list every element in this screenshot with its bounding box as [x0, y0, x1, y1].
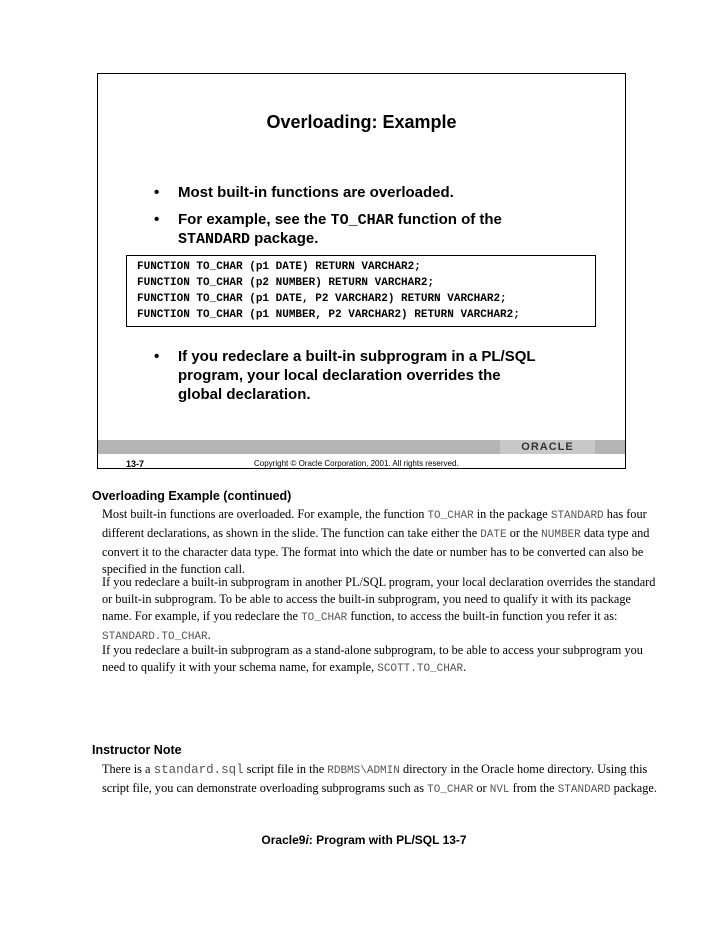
text: There is a [102, 762, 154, 776]
code-line: FUNCTION TO_CHAR (p1 DATE, P2 VARCHAR2) RETURN VARCHAR2; [137, 293, 507, 305]
notes-paragraph-2 [102, 574, 662, 646]
text: script file in the [243, 762, 328, 776]
oracle-logo: ORACLE [500, 440, 595, 454]
text: directory in the Oracle home directory. Using this script file, you can demonstrate overloading subprograms such as [102, 762, 648, 795]
bullet-text [178, 229, 318, 249]
bullet-text: global declaration. [178, 386, 311, 403]
text: Most built-in functions are overloaded. For example, the function [102, 507, 428, 521]
inline-code: NVL [489, 784, 510, 796]
notes-heading: Overloading Example (continued) [92, 489, 292, 503]
inline-code: DATE [480, 529, 507, 541]
inline-code: standard.sql [153, 763, 244, 777]
text: in the package [473, 507, 551, 521]
bullet-text: program, your local declaration overrides the [178, 367, 501, 384]
code-line: FUNCTION TO_CHAR (p1 DATE) RETURN VARCHAR2; [137, 261, 421, 273]
text: data type and convert it to the character data type. The format into which the date or number has to be converted can also be specified in the function call. [102, 526, 650, 576]
inline-code: RDBMS\ADMIN [327, 765, 400, 777]
code-box [126, 255, 596, 327]
notes-paragraph-3 [102, 642, 662, 678]
inline-code: STANDARD [550, 510, 604, 522]
bullet-dot: • [154, 211, 160, 228]
inline-code: TO_CHAR [330, 212, 394, 229]
bullet-dot: • [154, 184, 160, 201]
text: function, to access the built-in function you refer it as: [347, 609, 618, 623]
slide-copyright: Copyright © Oracle Corporation, 2001. All rights reserved. [254, 459, 459, 468]
footer-text: Oracle9 [261, 833, 306, 847]
text: from the [509, 781, 558, 795]
footer-text-italic: i [305, 833, 309, 847]
bullet-text: If you redeclare a built-in subprogram in a PL/SQL [178, 348, 536, 365]
bullet-text-part: package. [250, 230, 319, 247]
bullet-text-part: For example, see the [178, 211, 331, 228]
inline-code: TO_CHAR [427, 510, 474, 522]
text: has four different declarations, as shown in the slide. The function can take either the [102, 507, 647, 540]
instructor-heading: Instructor Note [92, 743, 182, 757]
inline-code: TO_CHAR [301, 612, 348, 624]
bullet-text-part: function of the [393, 211, 502, 228]
text: . [463, 660, 467, 674]
inline-code: STANDARD [557, 784, 611, 796]
notes-paragraph-1 [102, 506, 662, 578]
slide-title: Overloading: Example [266, 112, 457, 132]
inline-code: SCOTT.TO_CHAR [377, 663, 464, 675]
code-line: FUNCTION TO_CHAR (p2 NUMBER) RETURN VARCHAR2; [137, 277, 435, 289]
inline-code: STANDARD [178, 231, 251, 248]
bullet-dot: • [154, 348, 160, 365]
instructor-paragraph [102, 761, 662, 799]
inline-code: TO_CHAR [427, 784, 474, 796]
bullet-text: Most built-in functions are overloaded. [178, 184, 454, 201]
bullet-text [178, 210, 502, 230]
slide-frame [97, 73, 626, 469]
text: or [473, 781, 490, 795]
inline-code: STANDARD.TO_CHAR [102, 631, 208, 643]
text: . [207, 628, 211, 642]
page-footer [0, 833, 728, 847]
text: package. [610, 781, 657, 795]
text: or the [506, 526, 542, 540]
text: If you redeclare a built-in subprogram as a stand-alone subprogram, to be able to access your subprogram you need to qualify it with your schema name, for example, [102, 643, 643, 674]
footer-text: : Program with PL/SQL 13-7 [308, 833, 467, 847]
inline-code: NUMBER [541, 529, 581, 541]
slide-number: 13-7 [126, 459, 145, 469]
text: If you redeclare a built-in subprogram in another PL/SQL program, your local declaration overrides the standard or built-in subprogram. To be able to access the built-in subprogram, you need to qualify it with its package name. For example, if you redeclare the [102, 575, 656, 623]
code-line: FUNCTION TO_CHAR (p1 NUMBER, P2 VARCHAR2) RETURN VARCHAR2; [137, 309, 520, 321]
